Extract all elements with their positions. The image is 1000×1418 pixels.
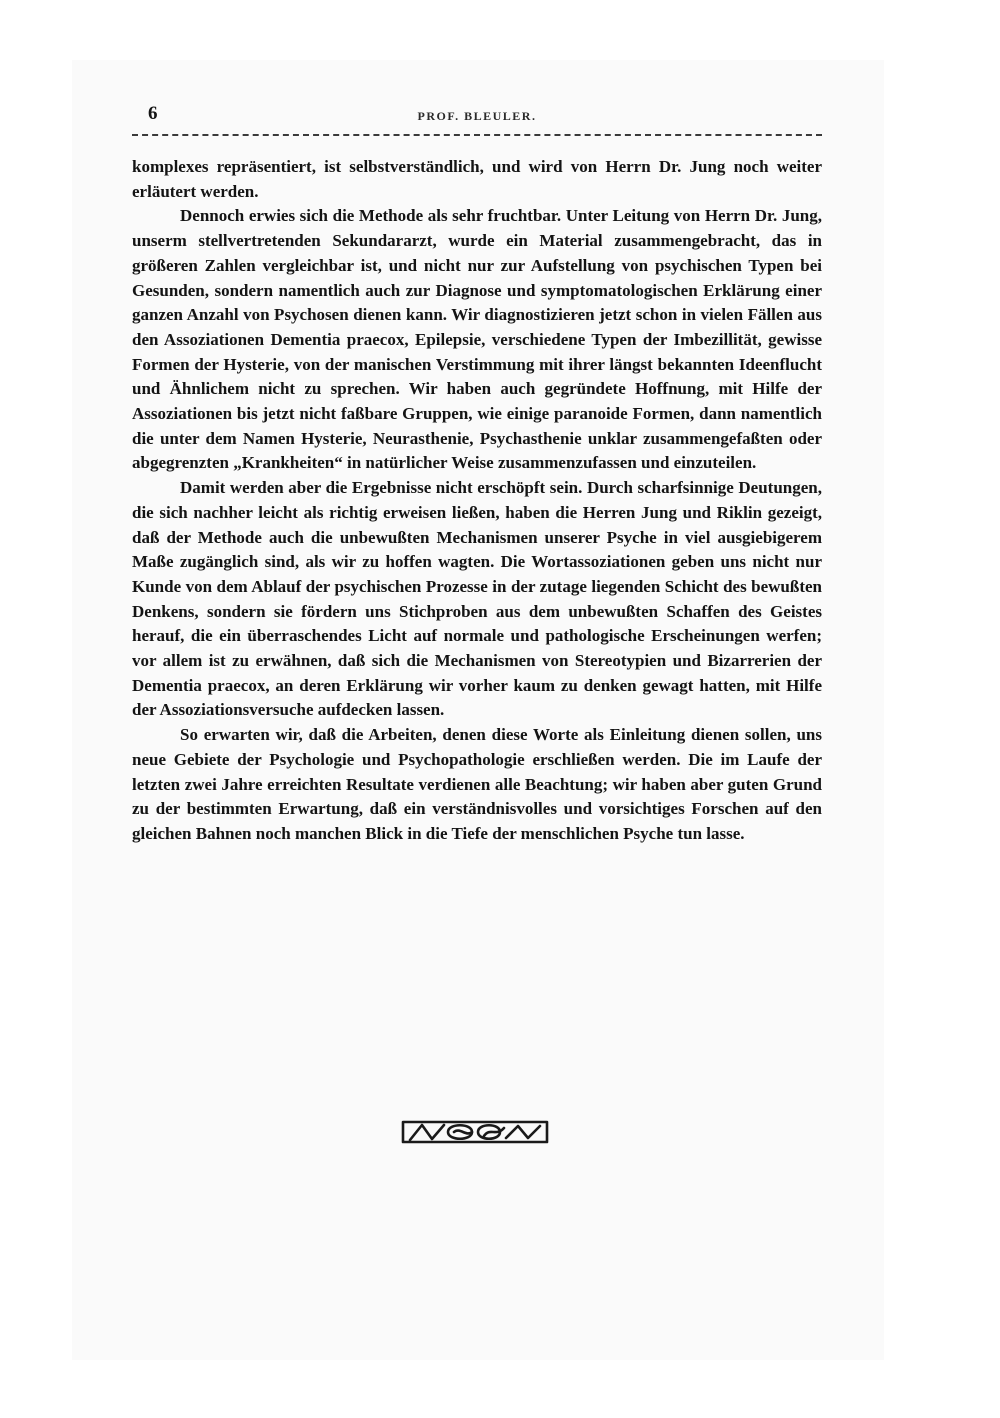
paragraph-3: Damit werden aber die Ergebnisse nicht erschöpft sein. Durch scharfsinnige Deutungen, die sich nachher leicht als richtig erweisen ließen, haben die Herren Jung und Riklin gezeigt, daß der Methode auch die unbewußten Mechanismen unserer Psyche in viel ausgiebigerem Maße zugänglich sind, als wir zu hoffen wagten. Die Wortassoziationen geben uns nicht nur Kunde von dem Ablauf der psychischen Prozesse in der zutage liegenden Schicht des bewußten Denkens, sondern sie fördern uns Stichproben aus dem unbewußten Schaffen des Geistes herauf, die ein überraschendes Licht auf normale und pathologische Erscheinungen werfen; vor allem ist zu erwähnen, daß sich die Mechanismen von Stereotypien und Bizarrerien der Dementia praecox, an deren Erklärung wir vorher kaum zu denken gewagt hatten, mit Hilfe der Assoziationsversuche aufdecken lassen. [132, 478, 822, 720]
running-head: PROF. BLEULER. [417, 109, 537, 123]
header-rule [132, 134, 822, 136]
paragraph-2: Dennoch erwies sich die Methode als sehr fruchtbar. Unter Leitung von Herrn Dr. Jung, unserm stellvertretenden Sekundararzt, wurde ein Material zusammengebracht, das in größeren Zahlen vergleichbar ist, und nicht nur zur Aufstellung von psychischen Typen bei Gesunden, sondern namentlich auch zur Diagnose und symptomatologischen Erklärung einer ganzen Anzahl von Psychosen dienen kann. Wir diagnostizieren jetzt schon in vielen Fällen aus den Assoziationen Dementia praecox, Epilepsie, verschiedene Typen der Imbezillität, gewisse Formen der Hysterie, von der manischen Verstimmung mit ihrer längst bekannten Ideenflucht und Ähnlichem nicht zu sprechen. Wir haben auch gegründete Hoffnung, mit Hilfe der Assoziationen bis jetzt nicht faßbare Gruppen, wie einige paranoide Formen, dann namentlich die unter dem Namen Hysterie, Neurasthenie, Psychasthenie unklar zusammengefaßten oder abgegrenzten „Krankheiten“ in natürlicher Weise zusammenzufassen und einzuteilen. [132, 206, 822, 473]
vignette-ornament-icon [400, 1118, 550, 1146]
page-number: 6 [148, 103, 158, 124]
body-text [132, 155, 822, 847]
page-header [132, 103, 822, 131]
paragraph-1: komplexes repräsentiert, ist selbstverständlich, und wird von Herrn Dr. Jung noch weiter erläutert werden. [132, 157, 822, 201]
paragraph-4: So erwarten wir, daß die Arbeiten, denen diese Worte als Einleitung dienen sollen, uns neue Gebiete der Psychologie und Psychopathologie erschließen werden. Die im Laufe der letzten zwei Jahre erreichten Resultate verdienen alle Beachtung; wir haben aber guten Grund zu der bestimmten Erwartung, daß ein verständnisvolles und vorsichtiges Forschen auf den gleichen Bahnen noch manchen Blick in die Tiefe der menschlichen Psyche tun lasse. [132, 725, 822, 843]
